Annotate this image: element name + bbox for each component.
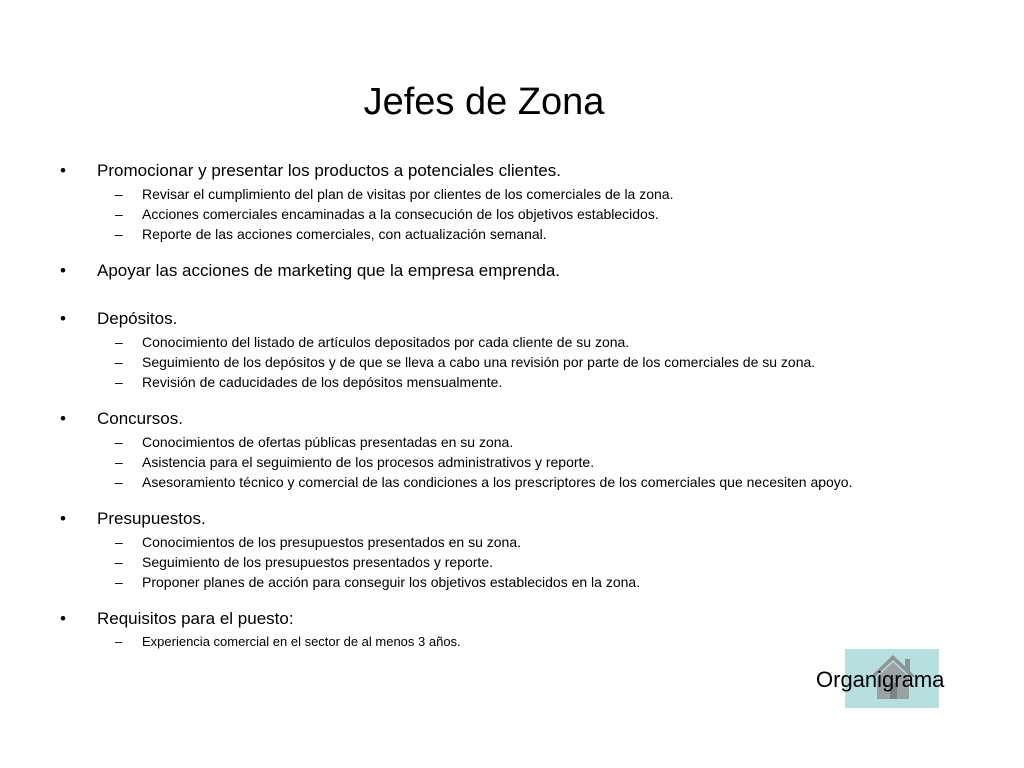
subitem-experiencia — [60, 634, 900, 650]
dash-marker: – — [115, 554, 123, 570]
subitem-text: Seguimiento de los depósitos y de que se lleva a cabo una revisión por parte de los comerciales de su zona. — [142, 354, 816, 370]
subitem-text: Reporte de las acciones comerciales, con actualización semanal. — [142, 226, 547, 242]
subitem-text: Experiencia comercial en el sector de al menos 3 años. — [142, 634, 461, 649]
organigrama-link[interactable]: Organigrama — [816, 667, 945, 692]
bullet-marker: • — [60, 161, 66, 180]
subitem-ofertas-publicas — [60, 434, 900, 450]
dash-marker: – — [115, 634, 123, 649]
bullet-marker: • — [60, 609, 66, 628]
bullet-marker: • — [60, 261, 66, 280]
dash-marker: – — [115, 534, 123, 550]
subitem-asesoramiento — [60, 474, 900, 490]
dash-marker: – — [115, 354, 123, 370]
subitem-conocimiento-presupuestos — [60, 534, 900, 550]
bullet-marketing — [60, 260, 900, 282]
bullet-presupuestos — [60, 508, 900, 530]
dash-marker: – — [115, 374, 123, 390]
subitem-caducidades — [60, 374, 900, 390]
subitem-text: Revisar el cumplimiento del plan de visitas por clientes de los comerciales de la zona. — [142, 186, 674, 202]
bullet-text: Presupuestos. — [97, 509, 206, 528]
bullet-depositos — [60, 308, 900, 330]
bullet-concursos — [60, 408, 900, 430]
dash-marker: – — [115, 226, 123, 242]
subitem-asistencia — [60, 454, 900, 470]
subitem-text: Seguimiento de los presupuestos presentados y reporte. — [142, 554, 493, 570]
dash-marker: – — [115, 434, 123, 450]
subitem-seguimiento-depositos — [60, 354, 900, 370]
dash-marker: – — [115, 454, 123, 470]
bullet-text: Requisitos para el puesto: — [97, 609, 294, 628]
subitem-listado-articulos — [60, 334, 900, 350]
bullet-text: Apoyar las acciones de marketing que la empresa emprenda. — [97, 261, 561, 280]
subitem-text: Proponer planes de acción para conseguir los objetivos establecidos en la zona. — [142, 574, 641, 590]
bullet-marker: • — [60, 409, 66, 428]
subitem-text: Asesoramiento técnico y comercial de las condiciones a los prescriptores de los comerciales que necesiten apoyo. — [142, 474, 853, 490]
bullet-text: Promocionar y presentar los productos a potenciales clientes. — [97, 161, 561, 180]
subitem-text: Asistencia para el seguimiento de los procesos administrativos y reporte. — [142, 454, 595, 470]
bullet-promocionar — [60, 160, 900, 182]
subitem-text: Acciones comerciales encaminadas a la consecución de los objetivos establecidos. — [142, 206, 659, 222]
subitem-text: Conocimiento del listado de artículos depositados por cada cliente de su zona. — [142, 334, 630, 350]
dash-marker: – — [115, 186, 123, 202]
subitem-reporte-acciones — [60, 226, 900, 242]
dash-marker: – — [115, 334, 123, 350]
dash-marker: – — [115, 474, 123, 490]
subitem-text: Revisión de caducidades de los depósitos mensualmente. — [142, 374, 503, 390]
subitem-seguimiento-presupuestos — [60, 554, 900, 570]
subitem-revisar-plan — [60, 186, 900, 202]
dash-marker: – — [115, 206, 123, 222]
bullet-requisitos — [60, 608, 900, 630]
bullet-marker: • — [60, 309, 66, 328]
subitem-text: Conocimientos de los presupuestos presentados en su zona. — [142, 534, 522, 550]
subitem-planes-accion — [60, 574, 900, 590]
subitem-text: Conocimientos de ofertas públicas presentadas en su zona. — [142, 434, 514, 450]
bullet-text: Depósitos. — [97, 309, 178, 328]
subitem-acciones-comerciales — [60, 206, 900, 222]
bullet-text: Concursos. — [97, 409, 183, 428]
slide-title: Jefes de Zona — [363, 81, 605, 123]
bullet-marker: • — [60, 509, 66, 528]
slide-content — [60, 160, 900, 650]
dash-marker: – — [115, 574, 123, 590]
